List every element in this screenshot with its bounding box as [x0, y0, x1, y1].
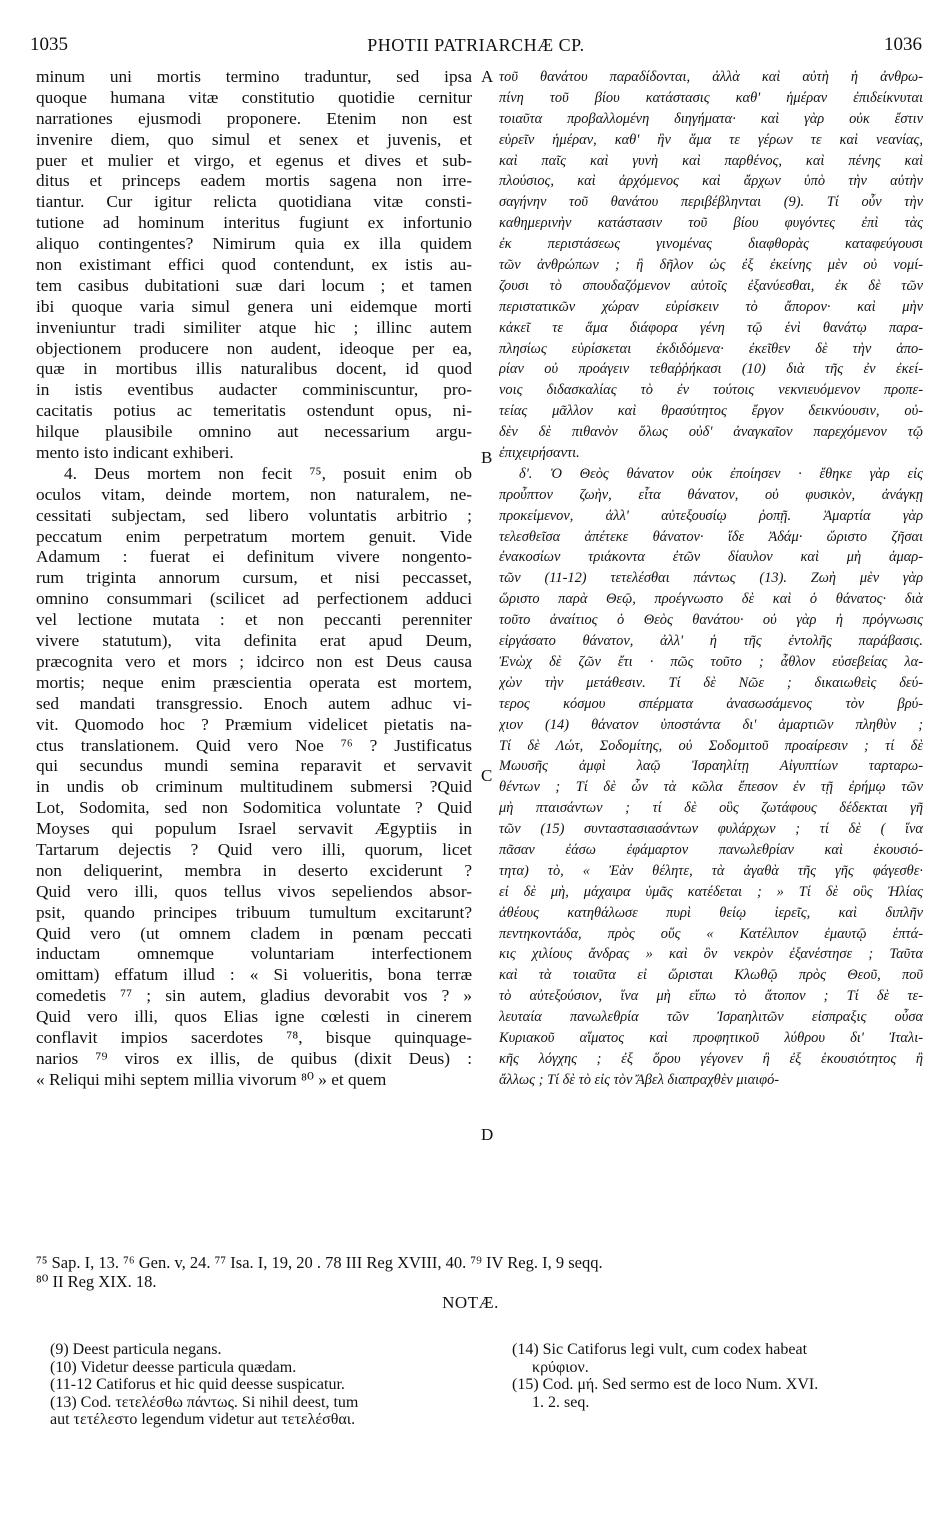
greek-text-line: προκείμενον, ἀλλ' αὐτεξουσίῳ ῥοπῇ. Ἁμαρτία γὰρ — [499, 507, 923, 524]
greek-text-line: τὸ αὐτεξούσιον, ἵνα μὴ εἴπω τὸ ἄτοπον ; Τί δὲ τε- — [499, 988, 923, 1005]
latin-text-line: tem casibus dubitationi suæ dari locum ; et tamen — [36, 275, 472, 295]
greek-text-line: εἰργάσατο θάνατον, ἀλλ' ἡ τῆς ἐντολῆς παράβασις. — [499, 633, 923, 650]
latin-text-line: quoque humana vitæ constitutio quotidie cernitur — [36, 87, 472, 107]
latin-column — [36, 67, 472, 1091]
latin-text-line: cacitatis potius ac temeritatis ostendunt opus, ni- — [36, 401, 472, 421]
greek-text-line: πλησίως εὑρίσκεται ἐκδιδόμενα· ἐκεῖθεν δὲ τὴν ἀπο- — [499, 340, 923, 357]
notes-left-column — [50, 1341, 470, 1429]
running-title: PHOTII PATRIARCHÆ CP. — [367, 35, 585, 55]
footnotes — [36, 1253, 923, 1291]
latin-text-line: narrationes ejusmodi proponere. Etenim non est — [36, 108, 472, 128]
footnote-line: ⁷⁵ Sap. I, 13. ⁷⁶ Gen. v, 24. ⁷⁷ Isa. I, 19, 20 . 78 III Reg XVIII, 40. ⁷⁹ IV Reg. I, 9 seqq. — [36, 1253, 603, 1272]
greek-text-line: τητα) τὸ, « Ἐὰν θέλητε, τὰ ἀγαθὰ τῆς γῆς φάγεσθε· — [499, 862, 923, 879]
footnote-line: ⁸⁰ II Reg XIX. 18. — [36, 1272, 157, 1291]
greek-text-line: τῶν (11-12) τετελέσθαι πάντως (13). Ζωὴ μὲν γὰρ — [499, 570, 923, 587]
greek-text-line: Ἐνὼχ δὲ ζῶν ἔτι · πῶς τοῦτο ; ἆθλον εὐσεβείας λα- — [499, 653, 923, 670]
greek-text-line: μὴ πταισάντων ; τί δὲ οὓς ζωτάφους δέδεκται γῆ — [499, 800, 923, 817]
latin-text-line: in istis eventibus audacter comminiscuntur, pro- — [36, 380, 472, 400]
page-number-left: 1035 — [30, 34, 68, 55]
latin-text-line: Quid vero illi, quos Elias igne cœlesti in cinerem — [36, 1007, 472, 1027]
greek-text-line: εἰ δὲ μὴ, μάχαιρα ὑμᾶς κατέδεται ; » Τί δὲ οὓς Ἠλίας — [499, 883, 923, 900]
note-line: (14) Sic Catiforus legi vult, cum codex habeat — [512, 1341, 808, 1358]
greek-text-line: ἀθέους κατηθάλωσε πυρὶ θείῳ ἱερεῖς, καὶ διπλῆν — [499, 904, 923, 921]
latin-text-line: oculos vitam, deinde mortem, non naturalem, ne- — [36, 484, 472, 504]
greek-text-line: τείας μᾶλλον καὶ θρασύτητος ἔργον δεικνύουσιν, οὐ- — [499, 403, 923, 420]
greek-text-line: κις χιλίους ἄνδρας » καὶ ὃν νεκρὸν ἐξανέστησε ; Ταῦτα — [499, 946, 923, 963]
latin-text-line: ctus translationem. Quid vero Noe ⁷⁶ ? Justificatus — [36, 735, 472, 755]
latin-text-line: narios ⁷⁹ viros ex illis, de quibus (dixit Deus) : — [36, 1048, 472, 1068]
greek-text-line: τοιαῦτα προβαλλομένη διηγήματα· καὶ γὰρ οὐκ ἔστιν — [499, 110, 923, 127]
greek-text-line: Μωυσῆς ἀμφὶ λαῷ Ἰσραηλίτῃ Αἰγυπτίων ταρταρω- — [499, 758, 923, 775]
latin-text-line: mento isto indicant exhiberi. — [36, 443, 234, 463]
greek-text-line: κἀκεῖ τε ἅμα διάφορα γένη τῷ ἑνὶ θανάτῳ παρα- — [499, 319, 923, 336]
greek-text-line: ζουσι τὸ σπουδαζόμενον αὐτοῖς ἐξανύεσθαι, ἐκ δὲ τῶν — [499, 277, 923, 294]
latin-text-line: præcognita vero et mors ; idcirco non est Deus causa — [36, 651, 472, 671]
notes-right-column — [512, 1341, 922, 1411]
greek-text-line: τοῦτο ἀναίτιος ὁ Θεὸς θανάτου· οὐ γὰρ ἡ πρόγνωσις — [499, 612, 923, 629]
greek-text-line: καὶ παῖς καὶ γυνὴ καὶ παρθένος, καὶ πένης καὶ — [499, 152, 923, 169]
note-line: (15) Cod. μή. Sed sermo est de loco Num. XVI. — [512, 1376, 819, 1394]
latin-text-line: comedetis ⁷⁷ ; sin autem, gladius devorabit vos ? » — [36, 986, 472, 1006]
latin-text-line: « Reliqui mihi septem millia vivorum ⁸⁰ » et quem — [36, 1069, 387, 1089]
note-line: κρύφιον. — [532, 1358, 589, 1376]
greek-text-line: λευταία πανωλεθρία τῶν Ἰσραηλιτῶν εἰσπραξις οὖσα — [499, 1009, 923, 1026]
greek-text-line: σαγήνην τοῦ θανάτου περιβέβληνται (9). Τί οὖν τὴν — [499, 194, 923, 211]
latin-text-line: ditus et princeps eadem mortis sagena non irre- — [36, 171, 472, 191]
latin-text-line: Tartarum dejectis ? Quid vero illi, quorum, licet — [36, 839, 472, 859]
latin-text-line: 4. Deus mortem non fecit ⁷⁵, posuit enim ob — [64, 463, 472, 483]
greek-text-line: δὲν δὲ πιθανὸν ὅλως οὐδ' ἀναγκαῖον παρεχόμενον τῷ — [499, 424, 923, 441]
greek-text-line: θέντων ; Τί δὲ ὧν τὰ κῶλα ἔπεσον ἐν τῇ ἐρήμῳ τῶν — [499, 779, 923, 796]
latin-text-line: tiantur. Cur igitur relicta quotidiana vitæ consti- — [36, 192, 472, 212]
greek-text-line: ἐνακοσίων τριάκοντα ἐτῶν δίαυλον καὶ μὴ ἁμαρ- — [499, 549, 923, 566]
note-line: (9) Deest particula negans. — [50, 1341, 222, 1358]
greek-text-line: νοις διδασκαλίας τὸ ἐν τούτοις νεκνιευόμενον προπε- — [499, 382, 923, 399]
latin-text-line: omittam) effatum illud : « Si volueritis, bona terræ — [36, 965, 472, 985]
latin-text-line: rum triginta annorum cursum, et nisi peccasset, — [36, 568, 472, 588]
latin-text-line: vivere statutum), vita definita erat apud Deum, — [36, 631, 472, 651]
latin-text-line: Moyses qui populum Israel servavit Ægyptiis in — [36, 819, 472, 839]
greek-text-line: κῆς λόγχης ; ἐξ ὅρου γέγονεν ἢ ἐξ ἑκουσιότητος ἢ — [499, 1050, 923, 1067]
page-number-right: 1036 — [884, 34, 922, 55]
latin-text-line: Quid vero (ut omnem cladem in pœnam peccati — [36, 923, 472, 943]
notes-heading: NOTÆ. — [442, 1293, 499, 1312]
greek-text-line: ἐκ περιστάσεως γινομένας διαφθορὰς καταφεύγουσι — [499, 236, 923, 253]
latin-text-line: sed mandati transgressio. Enoch autem adhuc vi- — [36, 693, 472, 713]
greek-text-line: πᾶσαν ἐάσω ἐφάμαρτον πανωλεθρίαν καὶ ἑκουσιό- — [499, 841, 923, 858]
latin-text-line: inveniuntur tradi similiter atque hic ; illinc autem — [36, 317, 472, 337]
latin-text-line: invenire diem, quo simul et senex et juvenis, et — [36, 129, 472, 149]
greek-text-line: τερος κόσμου σπέρματα ἀνασωσάμενος τὸν βρύ- — [499, 695, 923, 712]
latin-text-line: vit. Quomodo hoc ? Præmium videlicet pietatis na- — [36, 714, 472, 734]
note-line: (10) Videtur deesse particula quædam. — [50, 1358, 297, 1376]
latin-text-line: minum uni mortis termino traduntur, sed ipsa — [36, 67, 472, 86]
latin-text-line: Adamum : fuerat ei definitum vivere nongento- — [36, 547, 472, 567]
note-line: (13) Cod. τετελέσθω πάντως. Si nihil deest, tum — [50, 1393, 359, 1411]
margin-marker-c: C — [481, 766, 493, 785]
greek-text-line: περιστατικῶν χώραν εὑρίσκειν τὸ ἄπορον· καὶ μὴν — [499, 298, 923, 315]
note-line: 1. 2. seq. — [532, 1393, 590, 1411]
greek-text-line: πίνη τοῦ βίου κατάστασις καθ' ἡμέραν ἐπιδείκνυται — [499, 89, 923, 106]
latin-text-line: aliquo contingentes? Nimirum quia ex illa quidem — [36, 234, 472, 254]
margin-marker-d: D — [481, 1125, 494, 1144]
greek-text-line: ἄλλως ; Τί δὲ τὸ εἰς τὸν Ἄβελ διαπραχθὲν μιαιφό- — [499, 1071, 780, 1088]
latin-text-line: cessitati subjectam, sed libero voluntatis arbitrio ; — [36, 505, 472, 525]
greek-text-line: χιον (14) θάνατον ὑποστάντα δι' ἁμαρτιῶν πληθὺν ; — [499, 716, 923, 733]
latin-text-line: puer et mulier et virgo, et egenus et dives et sub- — [36, 150, 472, 170]
latin-text-line: non existimant effici quod contendunt, ex istis au- — [36, 255, 472, 275]
greek-text-line: τοῦ θανάτου παραδίδονται, ἀλλὰ καὶ αὐτὴ ἡ ἀνθρω- — [499, 69, 923, 85]
greek-text-line: καθημερινὴν κατάστασιν τοῦ βίου φυγόντες ἐπὶ τὰς — [499, 215, 923, 232]
latin-text-line: peccatum enim perpetratum mortem genuit. Vide — [36, 526, 472, 546]
latin-text-line: tutione ad hominum interitus fugiunt ex infortunio — [36, 213, 472, 233]
latin-text-line: psit, quando principes tribuum tumultum excitarunt? — [36, 902, 472, 922]
greek-text-line: πεντηκοντάδα, πρὸς οὕς « Κατέλιπον ἐμαυτῷ ἑπτά- — [499, 925, 923, 942]
margin-marker-a: A — [481, 67, 494, 86]
page-header — [30, 34, 922, 60]
margin-marker-b: B — [481, 448, 493, 467]
greek-text-line: καὶ τὰ τοιαῦτα εἰ ὥρισται Κλωθῷ πρὸς Θεοῦ, ποῦ — [499, 967, 923, 984]
latin-text-line: qui secundus mundi semina reparavit et servavit — [36, 756, 472, 776]
greek-text-line: ρίαν οὐ προάγειν τεθαῤῥήκασι (10) διὰ τῆς ἐν ἐκεί- — [499, 361, 923, 378]
latin-text-line: quæ in mortibus illis naturalibus docent, id quod — [36, 359, 472, 379]
greek-text-line: τῶν ἀνθρώπων ; ἢ δῆλον ὡς ἐξ ἐκείνης μὲν οὐ νομί- — [499, 257, 923, 274]
greek-text-line: Τί δὲ Λώτ, Σοδομίτης, οὐ Σοδομιτοῦ προαίρεσιν ; τί δὲ — [499, 737, 923, 754]
note-line: aut τετέλεστο legendum videtur aut τετελέσθαι. — [50, 1411, 356, 1429]
greek-text-line: εὑρεῖν ἡμέραν, καθ' ἣν ἅμα τε γέρων τε καὶ νεανίας, — [499, 131, 923, 148]
greek-text-line: Κυριακοῦ αἵματος καὶ προφητικοῦ λύθρου δι' Ἰταλι- — [499, 1029, 923, 1046]
greek-text-line: πλούσιος, καὶ ἀρχόμενος καὶ ἄρχων ὑπὸ τὴν αὐτὴν — [499, 173, 923, 190]
latin-text-line: mortis; neque enim præscientia operata est mortem, — [36, 672, 472, 692]
greek-text-line: τελεσθεῖσα ἀπέτεκε θάνατον· ἴδε Ἀδάμ· ὥριστο ζῆσαι — [499, 528, 923, 545]
greek-text-line: χὼν τὴν μετάθεσιν. Τί δὲ Νῶε ; δικαιωθεὶς δεύ- — [499, 674, 923, 691]
latin-text-line: Lot, Sodomita, sed non Sodomitica voluntate ? Quid — [36, 798, 472, 818]
latin-text-line: non deliquerint, membra in deserto exciderunt ? — [36, 860, 472, 880]
greek-text-line: ὥριστο παρὰ Θεῷ, προέγνωστο δὲ καὶ ὁ θάνατος· διὰ — [499, 591, 923, 608]
latin-text-line: Quid vero illi, quos tellus vivos sepeliendos absor- — [36, 881, 472, 901]
latin-text-line: inductam omnemque voluntariam interfectionem — [36, 944, 472, 964]
latin-text-line: in undis ob criminum multitudinem submersi ?Quid — [36, 777, 472, 797]
greek-column — [499, 67, 923, 1091]
latin-text-line: omnino consummari (scilicet ad perfectionem adduci — [36, 589, 472, 609]
latin-text-line: ibi quoque varia simul genera uni eidemque morti — [36, 296, 472, 316]
note-line: (11-12 Catiforus et hic quid deesse suspicatur. — [50, 1376, 345, 1394]
latin-text-line: conflavit impios sacerdotes ⁷⁸, bisque quinquage- — [36, 1027, 472, 1047]
greek-text-line: τῶν (15) συνταστασιασάντων φυλάρχων ; τί δὲ ( ἵνα — [499, 821, 923, 838]
greek-text-line: δ'. Ὁ Θεὸς θάνατον οὐκ ἐποίησεν · ἔθηκε γὰρ εἰς — [519, 465, 923, 482]
greek-text-line: ἐπιχειρήσαντι. — [499, 445, 580, 462]
latin-text-line: objectionem producere non audent, ideoque per ea, — [36, 338, 472, 358]
greek-text-line: προὖπτον ζωὴν, εἶτα θάνατον, οὐ φυσικὸν, ἀνάγκῃ — [499, 486, 923, 503]
latin-text-line: vel lectione mutata : et non peccanti perenniter — [36, 610, 472, 630]
latin-text-line: hilque plausibile omnino aut necessarium argu- — [36, 422, 472, 442]
